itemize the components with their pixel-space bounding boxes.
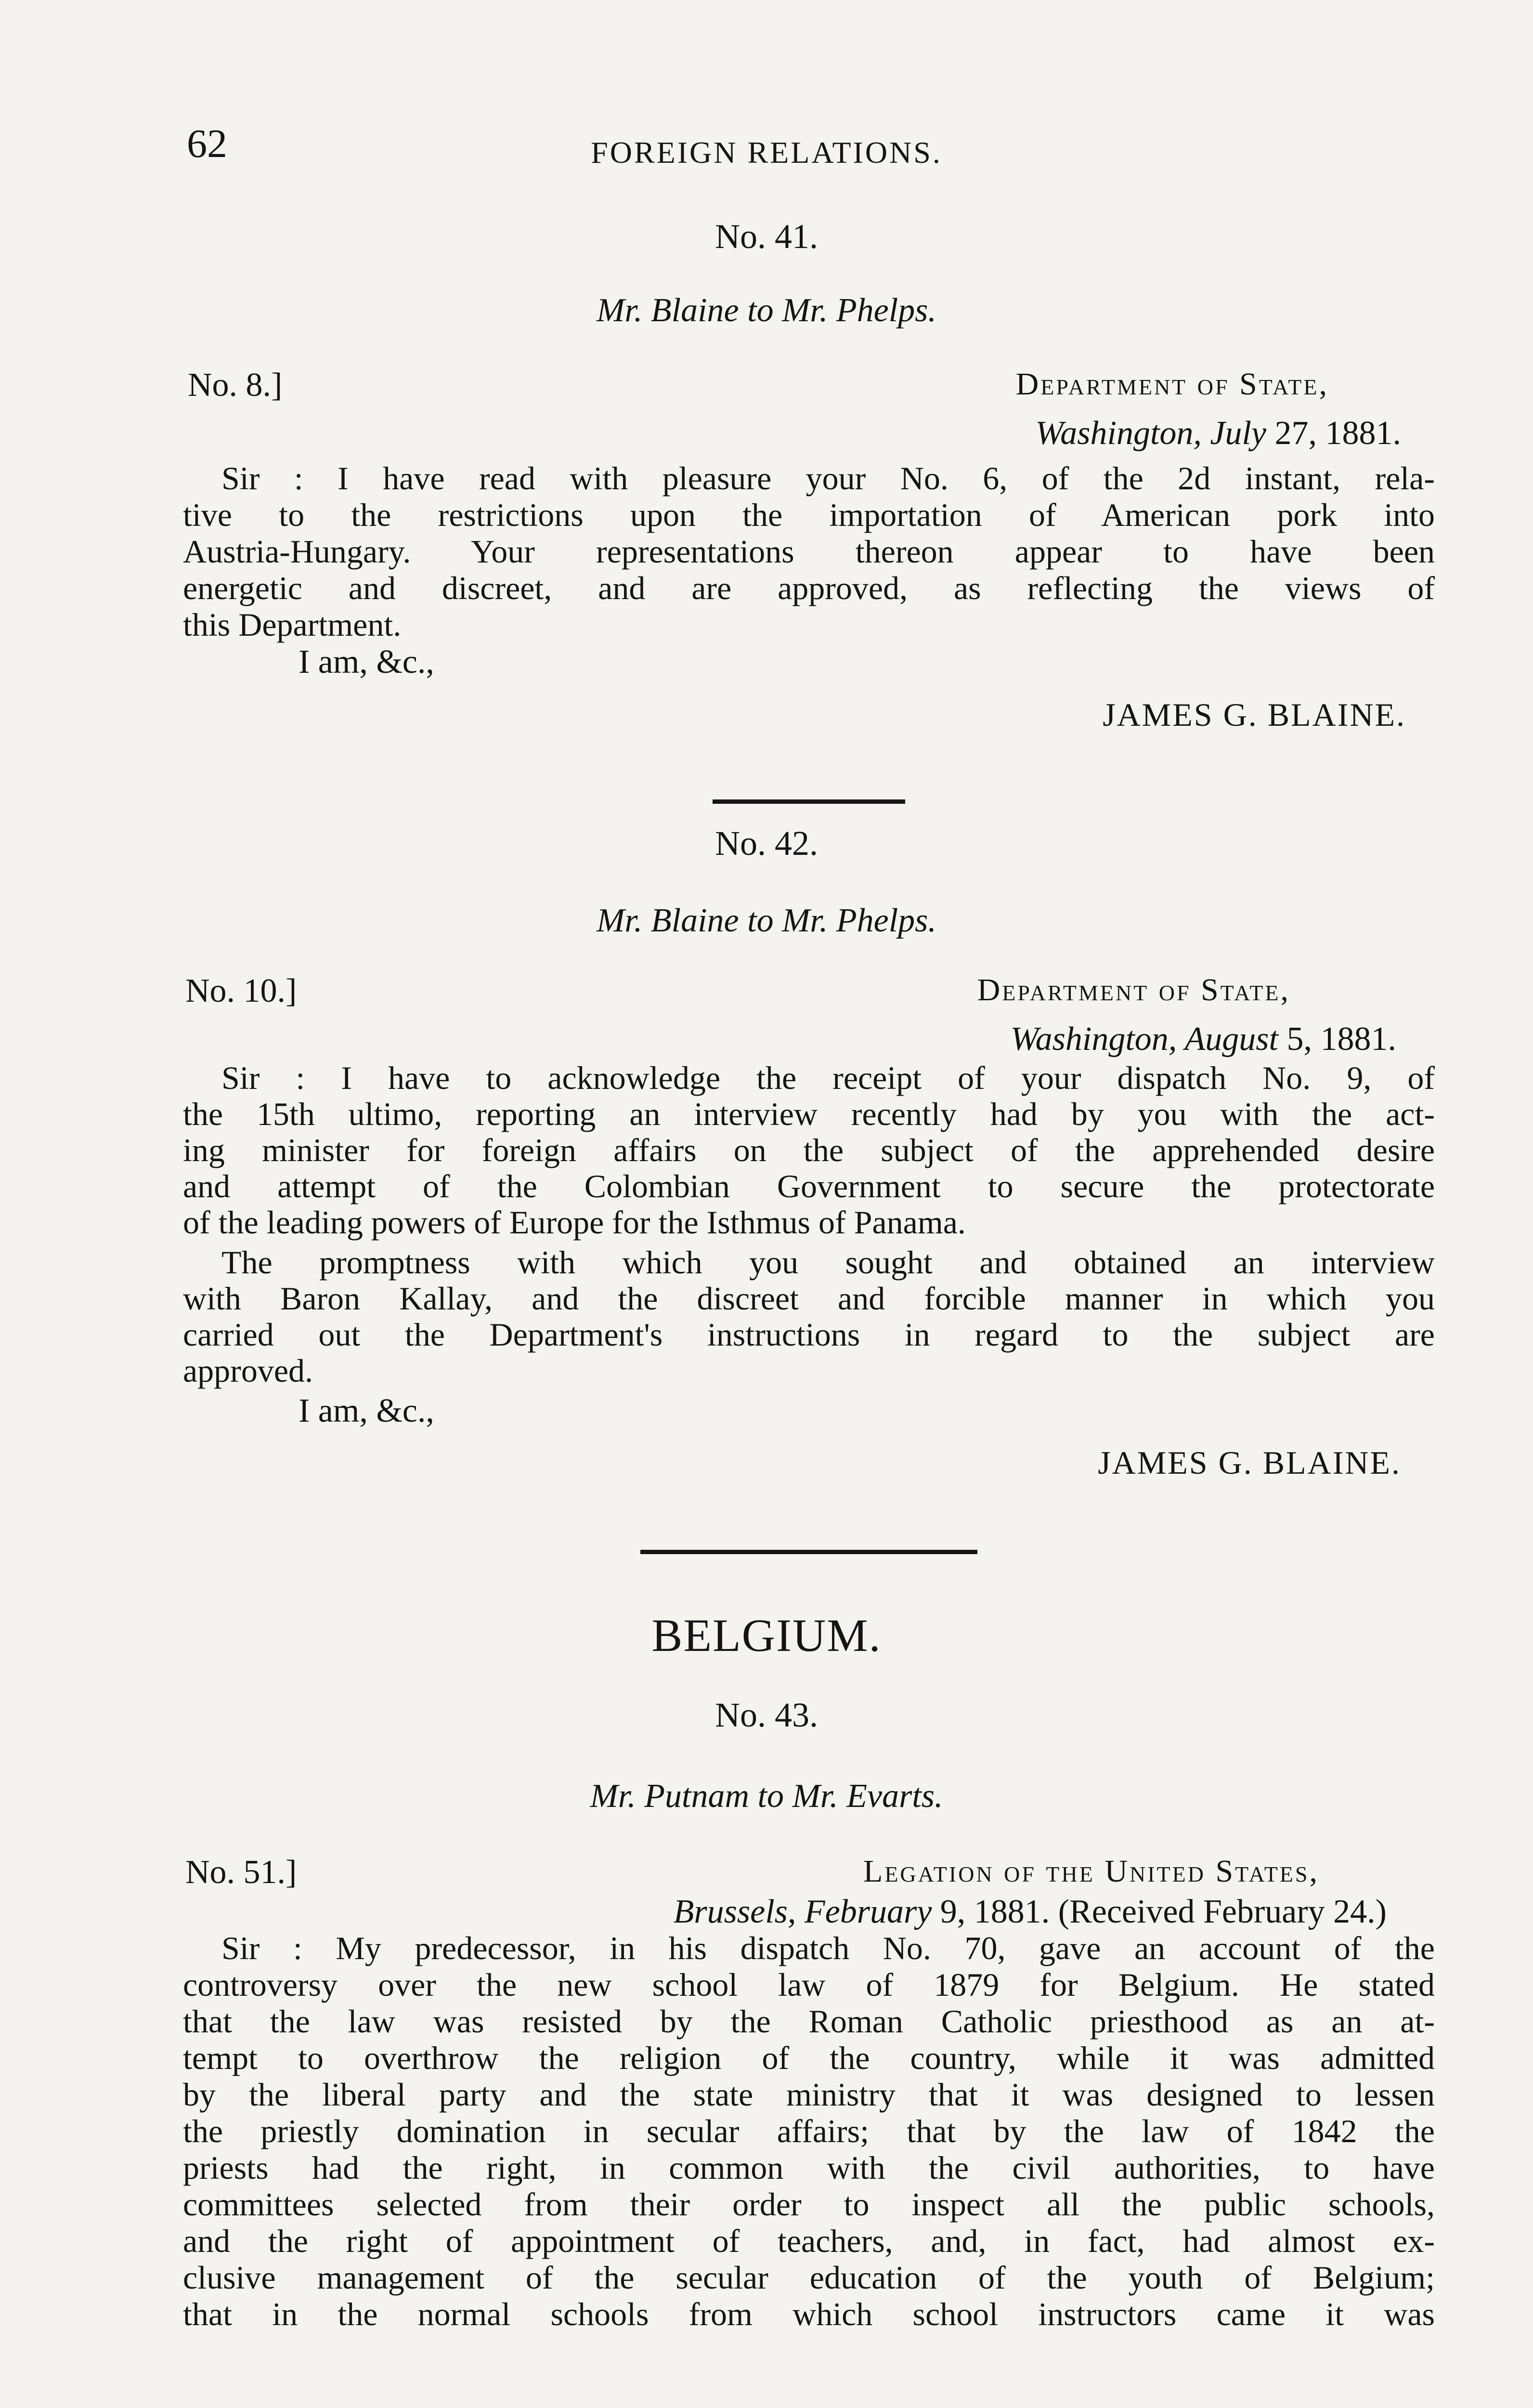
body-line: priests had the right, in common with the civil authorities, to have xyxy=(183,2149,1435,2186)
dispatch-ref: No. 51.] xyxy=(185,1854,297,1891)
place-date xyxy=(794,1020,1396,1059)
body-line: by the liberal party and the state ministry that it was designed to lessen xyxy=(183,2076,1435,2113)
letter-heading: Mr. Blaine to Mr. Phelps. xyxy=(597,902,936,939)
body-line: energetic and discreet, and are approved, as reflecting the views of xyxy=(183,570,1435,606)
signature: JAMES G. BLAINE. xyxy=(1103,696,1406,733)
place-date-year: 9, 1881. (Received February 24.) xyxy=(932,1893,1387,1930)
document-number: No. 41. xyxy=(715,217,818,256)
place-date-year: 27, 1881. xyxy=(1266,415,1401,452)
section-heading: BELGIUM. xyxy=(651,1610,882,1661)
body-line xyxy=(183,2371,1435,2403)
body-line: with Baron Kallay, and the discreet and forcible manner in which you xyxy=(183,1280,1435,1317)
body-line: carried out the Department's instructions in regard to the subject are xyxy=(183,1316,1435,1353)
sender-office: Department of State, xyxy=(1015,366,1329,402)
body-line: tive to the restrictions upon the importation of American pork into xyxy=(183,497,1435,533)
body-line: and the right of appointment of teachers, and, in fact, had almost ex- xyxy=(183,2223,1435,2259)
body-line: the 15th ultimo, reporting an interview recently had by you with the act- xyxy=(183,1096,1435,1132)
body-line: clusive management of the secular education of the youth of Belgium; xyxy=(183,2259,1435,2296)
body-line: committees selected from their order to inspect all the public schools, xyxy=(183,2186,1435,2223)
body-line: The promptness with which you sought and obtained an interview xyxy=(221,1244,1435,1281)
body-line: that in the normal schools from which school instructors came it was xyxy=(183,2296,1435,2332)
place-date xyxy=(457,1893,1387,1931)
section-divider xyxy=(713,799,905,804)
body-line: Austria-Hungary. Your representations thereon appear to have been xyxy=(183,533,1435,570)
body-line: this Department. xyxy=(183,606,402,643)
closing: I am, &c., xyxy=(299,643,434,681)
section-divider xyxy=(640,1550,977,1554)
place-date-year: 5, 1881. xyxy=(1278,1021,1396,1058)
body-line: ing minister for foreign affairs on the subject of the apprehended desire xyxy=(183,1132,1435,1168)
closing: I am, &c., xyxy=(299,1392,434,1429)
body-line: of the leading powers of Europe for the Isthmus of Panama. xyxy=(183,1204,966,1241)
dispatch-ref: No. 8.] xyxy=(188,366,283,404)
letter-heading: Mr. Putnam to Mr. Evarts. xyxy=(590,1778,943,1815)
body-line: approved. xyxy=(183,1352,313,1389)
signature: JAMES G. BLAINE. xyxy=(1098,1444,1401,1481)
body-line: Sir : I have read with pleasure your No. 6, of the 2d instant, rela- xyxy=(221,460,1435,497)
dispatch-ref: No. 10.] xyxy=(185,972,297,1009)
body-line: that the law was resisted by the Roman Catholic priesthood as an at- xyxy=(183,2003,1435,2040)
document-number: No. 42. xyxy=(715,824,818,863)
document-number: No. 43. xyxy=(715,1696,818,1734)
place-date-italic: Washington, July xyxy=(1035,415,1266,452)
running-head: FOREIGN RELATIONS. xyxy=(591,135,942,170)
letter-heading: Mr. Blaine to Mr. Phelps. xyxy=(597,292,936,329)
body-line: controversy over the new school law of 1879 for Belgium. He stated xyxy=(183,1966,1435,2003)
body-line: Sir : My predecessor, in his dispatch No. 70, gave an account of the xyxy=(221,1930,1435,1966)
sender-office: Legation of the United States, xyxy=(863,1854,1319,1889)
place-date xyxy=(818,414,1401,453)
page-number: 62 xyxy=(187,121,227,166)
sender-office: Department of State, xyxy=(977,972,1290,1008)
body-line: tempt to overthrow the religion of the country, while it was admitted xyxy=(183,2040,1435,2076)
body-line xyxy=(183,2335,1435,2367)
place-date-italic: Washington, August xyxy=(1010,1021,1278,1058)
place-date-italic: Brussels, February xyxy=(673,1893,932,1930)
body-line: and attempt of the Colombian Government to secure the protectorate xyxy=(183,1168,1435,1204)
body-line: the priestly domination in secular affairs; that by the law of 1842 the xyxy=(183,2113,1435,2149)
body-line: Sir : I have to acknowledge the receipt of your dispatch No. 9, of xyxy=(221,1060,1435,1096)
